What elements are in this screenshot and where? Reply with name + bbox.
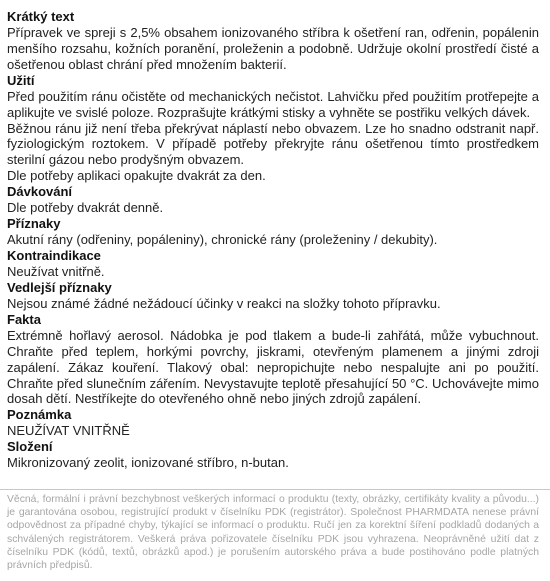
section-side-effects — [7, 280, 539, 312]
section-heading: Krátký text — [7, 9, 75, 24]
section-text: NEUŽÍVAT VNITŘNĚ — [7, 423, 130, 439]
section-heading: Užití — [7, 72, 35, 88]
section-heading: Fakta — [7, 311, 41, 327]
section-text: Běžnou ránu již není třeba překrývat náplastí nebo obvazem. Lze ho snadno odstranit např. fyziologickým roztokem. V případě potřeby překryjte ránu ošetřenou tímto prostředkem sterilní gázou nebo prodyšným obvazem. — [7, 120, 539, 168]
section-short-text — [7, 9, 539, 73]
section-dosage — [7, 184, 539, 216]
section-text: Dle potřeby aplikaci opakujte dvakrát za den. — [7, 168, 266, 184]
section-heading: Složení — [7, 439, 53, 455]
section-symptoms — [7, 216, 539, 248]
section-text: Mikronizovaný zeolit, ionizované stříbro, n-butan. — [7, 455, 289, 471]
section-composition — [7, 439, 539, 471]
section-facts — [7, 312, 539, 408]
section-heading: Vedlejší příznaky — [7, 279, 112, 295]
section-usage — [7, 73, 539, 184]
section-text: Nejsou známé žádné nežádoucí účinky v reakci na složky tohoto přípravku. — [7, 295, 441, 311]
section-heading: Příznaky — [7, 216, 61, 232]
section-note — [7, 407, 539, 439]
section-text: Před použitím ránu očistěte od mechanických nečistot. Lahvičku před použitím protřepejte a aplikujte ve svislé poloze. Rozprašujte krátkými stisky a vyhněte se postřiku velkých dávek. — [7, 88, 539, 120]
section-text: Neužívat vnitřně. — [7, 263, 105, 279]
section-text: Přípravek ve spreji s 2,5% obsahem ionizovaného stříbra k ošetření ran, odřenin, popálenin menšího rozsahu, kožních poranění, proleženin a podobně. Udržuje okolní prostředí čisté a ošetřenou oblast chrání před množením bakterií. — [7, 25, 539, 72]
section-heading: Dávkování — [7, 184, 73, 200]
disclaimer-divider — [0, 489, 550, 490]
disclaimer-text: Věcná, formální i právní bezchybnost veškerých informací o produktu (texty, obrázky, certifikáty kvality a původu...) je garantována osobou, registrující produkt v číselníku PDK (registrátor). Společnost PHARMDATA nenese právní odpovědnost za případné chyby, týkající se informací o produktu. Ručí jen za korektní šíření podkladů dodaných a schválených registrátorem. Veškerá práva pořizovatele číselníku PDK jsou vyhrazena. Neoprávněné užití dat z číselníku PDK (kódů, textů, obrázků apod.) je porušením autorského práva a bude postihováno podle platných právních předpisů. — [7, 494, 539, 572]
section-text: Akutní rány (odřeniny, popáleniny), chronické rány (proleženiny / dekubity). — [7, 232, 438, 248]
section-contraindications — [7, 248, 539, 280]
section-heading: Kontraindikace — [7, 247, 101, 263]
product-info-document — [7, 9, 539, 471]
section-heading: Poznámka — [7, 407, 72, 423]
section-text: Dle potřeby dvakrát denně. — [7, 200, 164, 216]
section-text: Extrémně hořlavý aerosol. Nádobka je pod tlakem a bude-li zahřátá, může vybuchnout. Chraňte před teplem, horkými povrchy, jiskrami, otevřeným plamenem a jinými zdroji zapálení. Zákaz kouření. Tlakový obal: nepropichujte nebo nespalujte ani po použití. Chraňte před slunečním zářením. Nevystavujte teplotě přesahující 50 °C. Uchovávejte mimo dosah dětí. Nestříkejte do otevřeného ohně nebo jiných zdrojů zapálení. — [7, 327, 539, 407]
